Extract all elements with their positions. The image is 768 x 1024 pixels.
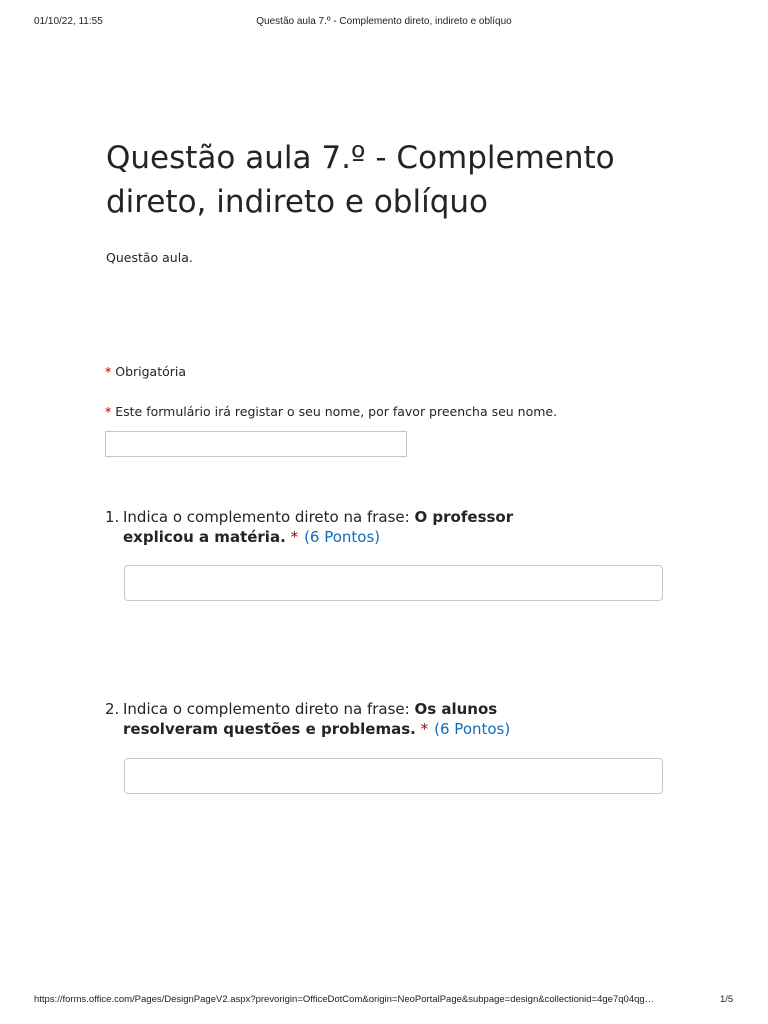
question-2-required-asterisk: *	[420, 720, 429, 738]
question-1	[105, 507, 585, 547]
name-prompt-text: Este formulário irá registar o seu nome, por favor preencha seu nome.	[115, 404, 558, 419]
question-1-sentence: O professor explicou a matéria.	[123, 508, 514, 546]
print-header	[0, 16, 768, 32]
name-input[interactable]	[105, 431, 407, 457]
print-page-number: 1/5	[720, 994, 734, 1005]
form-description: Questão aula.	[106, 250, 193, 265]
required-label: Obrigatória	[115, 364, 187, 379]
print-tab-title: Questão aula 7.º - Complemento direto, indireto e oblíquo	[256, 16, 512, 27]
print-datetime: 01/10/22, 11:55	[34, 16, 103, 27]
question-2-answer-input[interactable]	[124, 758, 663, 794]
question-1-text	[105, 507, 585, 547]
question-1-prompt: Indica o complemento direto na frase:	[123, 508, 415, 526]
question-2-number: 2.	[105, 700, 120, 718]
question-2-prompt: Indica o complemento direto na frase:	[123, 700, 415, 718]
required-note	[105, 364, 186, 379]
print-url: https://forms.office.com/Pages/DesignPageV2.aspx?prevorigin=OfficeDotCom&origin=NeoPortalPage&subpage=design&collectionid=4ge7q04qg…	[34, 994, 655, 1005]
question-2	[105, 699, 585, 739]
question-1-required-asterisk: *	[290, 528, 299, 546]
question-2-sentence: Os alunos resolveram questões e problemas.	[123, 700, 498, 738]
question-2-text	[105, 699, 585, 739]
question-1-points: (6 Pontos)	[304, 528, 381, 546]
question-1-number: 1.	[105, 508, 120, 526]
required-asterisk: *	[105, 364, 112, 379]
name-required-asterisk: *	[105, 404, 112, 419]
question-2-points: (6 Pontos)	[434, 720, 511, 738]
question-1-answer-input[interactable]	[124, 565, 663, 601]
name-prompt	[105, 404, 557, 419]
form-title: Questão aula 7.º - Complemento direto, indireto e oblíquo	[106, 140, 615, 220]
